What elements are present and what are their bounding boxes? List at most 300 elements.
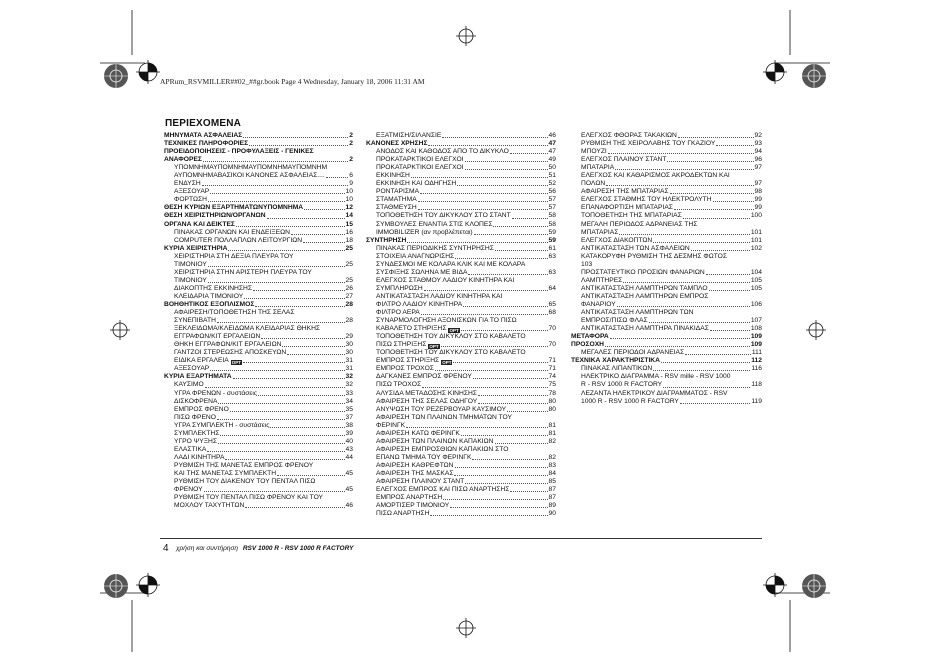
toc-entry-title: ΠΡΟΚΑΤΑΡΚΤΙΚΟΙ ΕΛΕΓΧΟΙ (376, 164, 464, 172)
toc-entry[interactable] (571, 237, 762, 245)
toc-entry[interactable] (164, 390, 353, 398)
toc-entry[interactable] (164, 478, 353, 486)
toc-entry-title: ΜΠΟΥΖΙ (581, 148, 607, 156)
toc-entry-page: 118 (751, 381, 762, 389)
toc-entry-page: 70 (548, 325, 556, 333)
toc-entry[interactable] (164, 237, 353, 245)
toc-entry[interactable] (571, 164, 762, 172)
dot-leader (442, 137, 547, 138)
toc-entry-title: ΕΓΓΡΑΦΩΝ/ΚΙΤ ΕΡΓΑΛΕΙΩΝ (174, 333, 261, 341)
toc-entry[interactable] (164, 172, 353, 180)
toc-entry[interactable] (571, 269, 762, 277)
toc-entry[interactable] (571, 253, 762, 261)
toc-entry-page: 25 (345, 260, 353, 268)
toc-entry-title: ΕΛΕΓΧΟΣ ΕΜΠΡΟΣ ΚΑΙ ΠΙΣΩ ΑΝΑΡΤΗΣΗΣ (376, 486, 510, 494)
toc-entry-page: 108 (750, 325, 762, 333)
toc-entry[interactable] (164, 277, 353, 285)
toc-entry-page: 78 (548, 389, 556, 397)
toc-entry[interactable] (164, 502, 353, 510)
toc-entry-page: 98 (754, 188, 762, 196)
toc-entry[interactable] (366, 229, 556, 237)
toc-entry[interactable] (571, 373, 762, 381)
toc-entry-title: ΡΥΘΜΙΣΗ ΤΟΥ ΠΕΝΤΑΛ ΠΙΣΩ ΦΡΕΝΟΥ ΚΑΙ ΤΟΥ (174, 494, 324, 502)
toc-entry-page: 71 (548, 365, 556, 373)
toc-entry-page: 107 (750, 317, 762, 325)
dot-leader (691, 250, 750, 251)
toc-entry[interactable] (366, 349, 556, 357)
toc-entry[interactable] (164, 446, 353, 454)
toc-entry-page: 59 (548, 236, 556, 244)
toc-entry-title: ΠΡΟΚΑΤΑΡΚΤΙΚΟΙ ΕΛΕΓΧΟΙ (376, 156, 464, 164)
toc-entry[interactable] (571, 301, 762, 309)
dot-leader (217, 419, 345, 420)
toc-entry-title: ΚΥΡΙΑ ΕΞΑΡΤΗΜΑΤΑ (164, 373, 232, 381)
toc-entry[interactable] (164, 333, 353, 341)
toc-entry[interactable] (366, 293, 556, 301)
toc-entry[interactable] (366, 325, 556, 333)
toc-entry-title: ΔΙΑΚΟΠΤΗΣ ΕΚΚΙΝΗΣΗΣ (174, 284, 252, 292)
toc-entry[interactable] (366, 188, 556, 196)
toc-entry[interactable] (164, 269, 353, 277)
dot-leader (473, 378, 548, 379)
toc-entry[interactable] (366, 430, 556, 438)
toc-entry[interactable] (366, 470, 556, 478)
toc-entry-page: 109 (750, 333, 762, 341)
toc-entry-title: ΕΛΕΓΧΟΣ ΔΙΑΚΟΠΤΩΝ (581, 236, 653, 244)
toc-entry[interactable] (366, 486, 556, 494)
toc-entry-title: ΠΟΛΩΝ (581, 180, 606, 188)
page-number: 4 (163, 543, 169, 554)
toc-entry[interactable] (164, 406, 353, 414)
toc-entry[interactable] (366, 221, 556, 229)
dot-leader (710, 330, 750, 331)
toc-entry-title: ΚΑΝΟΝΕΣ ΧΡΗΣΗΣ (366, 140, 428, 148)
toc-entry[interactable] (571, 317, 762, 325)
side-target-icon (802, 574, 826, 598)
toc-entry[interactable] (164, 373, 353, 381)
toc-entry[interactable] (366, 494, 556, 502)
dot-leader (678, 137, 754, 138)
toc-entry-title: ΦΑΝΑΡΙΟΥ (581, 300, 616, 308)
toc-entry-page: 40 (345, 437, 353, 445)
toc-entry-title: ΠΡΟΣΟΧΗ (571, 341, 604, 349)
toc-entry-page: 112 (751, 357, 762, 365)
toc-entry-title: ΥΠΟΜΝΗΜΑΥΠΟΜΝΗΜΑΥΠΟΜΝΗΜΑΥΠΟΜΝΗΜ (174, 164, 328, 172)
toc-entry-title: ΚΛΕΙΔΑΡΙΑ ΤΙΜΟΝΙΟΥ (174, 292, 244, 300)
toc-entry-title: ΕΛΕΓΧΟΣ ΣΤΑΘΜΗΣ ΤΟΥ ΗΛΕΚΤΡΟΛΥΤΗ (581, 196, 712, 204)
toc-entry-title: ΠΙΝΑΚΑΣ ΠΕΡΙΟΔΙΚΗΣ ΣΥΝΤΗΡΗΣΗΣ (376, 244, 494, 252)
toc-entry-page: 15 (345, 220, 353, 228)
toc-entry-page: 25 (345, 276, 353, 284)
toc-entry[interactable] (571, 293, 762, 301)
toc-entry[interactable] (164, 164, 353, 172)
toc-entry[interactable] (366, 381, 556, 389)
toc-entry[interactable] (366, 373, 556, 381)
toc-entry[interactable] (571, 140, 762, 148)
toc-entry[interactable] (164, 285, 353, 293)
toc-entry[interactable] (164, 229, 353, 237)
toc-entry[interactable] (164, 188, 353, 196)
toc-entry[interactable] (571, 381, 762, 389)
toc-entry[interactable] (571, 132, 762, 140)
toc-entry[interactable] (571, 349, 762, 357)
toc-entry[interactable] (164, 398, 353, 406)
toc-entry-title: ΣΥΝΑΡΜΟΛΟΓΗΣΗ ΑΞΟΝΙΣΚΩΝ ΓΙΑ ΤΟ ΠΙΣΩ (376, 317, 517, 325)
toc-entry-title: ΕΜΠΡΟΣ ΑΝΑΡΤΗΣΗ (376, 494, 443, 502)
toc-entry-title: ΗΛΕΚΤΡΙΚΟ ΔΙΑΓΡΑΜΜΑ - RSV mille - RSV 1000 (581, 373, 731, 381)
dot-leader (291, 234, 345, 235)
toc-entry[interactable] (366, 245, 556, 253)
toc-entry[interactable] (366, 478, 556, 486)
toc-entry[interactable] (571, 188, 762, 196)
toc-entry[interactable] (571, 285, 762, 293)
toc-entry-page: 49 (548, 156, 556, 164)
dot-leader (208, 266, 345, 267)
dot-leader (282, 346, 344, 347)
dot-leader (253, 290, 345, 291)
toc-entry-title: ΕΞΑΤΜΙΣΗ/ΣΙΛΑΝΣΙΕ (376, 132, 442, 139)
dot-leader (258, 395, 344, 396)
toc-entry-page: 85 (548, 478, 556, 486)
toc-entry[interactable] (366, 269, 556, 277)
toc-entry-title: ΕΚΚΙΝΗΣΗ ΚΑΙ ΟΔΗΓΗΣΗ (376, 180, 457, 188)
dot-leader (420, 193, 548, 194)
toc-entry-page: 33 (345, 389, 353, 397)
dot-leader (683, 218, 750, 219)
dot-leader (205, 387, 345, 388)
toc-entry[interactable] (571, 365, 762, 373)
toc-entry[interactable] (366, 148, 556, 156)
dot-leader (233, 378, 345, 379)
side-target-icon (104, 574, 128, 598)
toc-entry[interactable] (571, 156, 762, 164)
toc-entry[interactable] (164, 325, 353, 333)
toc-entry[interactable] (366, 132, 556, 140)
toc-entry[interactable] (571, 229, 762, 237)
toc-entry-title: ΣΤΟΙΧΕΙΑ ΑΝΑΓΝΩΡΙΣΗΣ (376, 252, 455, 260)
toc-entry[interactable] (164, 341, 353, 349)
toc-entry[interactable] (571, 245, 762, 253)
toc-entry-page: 102 (750, 244, 762, 252)
dot-leader (236, 226, 345, 227)
toc-entry-title: ΕΜΠΡΟΣ ΦΡΕΝΟ (174, 405, 229, 413)
toc-entry-title: IMMOBILIZER (αν προβλέπεται) (376, 228, 473, 236)
toc-entry[interactable] (366, 204, 556, 212)
dot-leader (478, 403, 547, 404)
toc-entry-title: ΑΞΕΣΟΥΑΡ (174, 365, 210, 373)
toc-entry-page: 82 (548, 453, 556, 461)
toc-entry[interactable] (571, 357, 762, 365)
toc-entry[interactable] (571, 390, 762, 398)
dot-leader (411, 177, 548, 178)
side-target-icon (802, 64, 826, 88)
toc-entry-page: 105 (750, 284, 762, 292)
toc-entry-page: 6 (349, 172, 353, 180)
toc-entry-page: 2 (349, 132, 353, 139)
toc-entry-page: 57 (548, 196, 556, 204)
toc-entry-page: 63 (548, 252, 556, 260)
toc-entry[interactable] (164, 309, 353, 317)
toc-entry[interactable] (366, 261, 556, 269)
toc-entry[interactable] (571, 212, 762, 220)
toc-entry[interactable] (164, 180, 353, 188)
dot-leader (450, 507, 547, 508)
toc-entry[interactable] (571, 196, 762, 204)
dot-leader (228, 250, 344, 251)
toc-entry-page: 50 (548, 164, 556, 172)
toc-entry-title: ΕΛΕΓΧΟΣ ΚΑΙ ΚΑΘΑΡΙΣΜΟΣ ΑΚΡΟΔΕΚΤΩΝ ΚΑΙ (581, 172, 730, 180)
toc-entry[interactable] (164, 140, 353, 148)
toc-entry-page: 14 (345, 212, 353, 220)
toc-entry[interactable] (366, 180, 556, 188)
toc-entry[interactable] (164, 430, 353, 438)
toc-entry[interactable] (164, 132, 353, 140)
toc-entry-title: ΞΕΚΛΕΙΔΩΜΑ/ΚΛΕΙΔΩΜΑ ΚΛΕΙΔΑΡΙΑΣ ΘΗΚΗΣ (174, 325, 321, 333)
toc-entry[interactable] (366, 502, 556, 510)
toc-entry[interactable] (366, 317, 556, 325)
toc-entry[interactable] (164, 261, 353, 269)
toc-entry-title: ΑΛΥΣΙΔΑ ΜΕΤΑΔΟΣΗΣ ΚΙΝΗΣΗΣ (376, 389, 477, 397)
toc-entry-title: ΟΡΓΑΝΑ ΚΑΙ ΔΕΙΚΤΕΣ (164, 220, 235, 228)
toc-entry-page: 56 (548, 188, 556, 196)
side-target-icon (104, 64, 128, 88)
toc-entry[interactable] (366, 285, 556, 293)
toc-entry-page: 46 (548, 132, 556, 139)
toc-entry[interactable] (164, 301, 353, 309)
dot-leader (430, 515, 547, 516)
toc-entry[interactable] (164, 245, 353, 253)
registration-target-icon (763, 60, 787, 84)
toc-entry-page: 30 (345, 349, 353, 357)
dot-leader (465, 161, 548, 162)
toc-entry[interactable] (164, 317, 353, 325)
toc-entry-title: ΠΙΣΩ ΑΝΑΡΤΗΣΗ (376, 510, 430, 518)
toc-entry-title: ΕΛΕΓΧΟΣ ΣΤΑΘΜΟΥ ΛΑΔΙΟΥ ΚΙΝΗΤΗΡΑ ΚΑΙ (376, 276, 515, 284)
dot-leader (267, 218, 345, 219)
toc-entry-title: 103 (581, 260, 593, 268)
toc-entry[interactable] (164, 462, 353, 470)
toc-entry[interactable] (366, 196, 556, 204)
toc-entry-title: ΕΙΔΙΚΑ ΕΡΓΑΛΕΙΑ (174, 357, 229, 365)
toc-entry-title: ΛΕΖΑΝΤΑ ΗΛΕΚΤΡΙΚΟΥ ΔΙΑΓΡΑΜΜΑΤΟΣ - RSV (581, 389, 728, 397)
toc-entry-page: 46 (345, 502, 353, 510)
toc-entry[interactable] (571, 325, 762, 333)
toc-entry-page: 16 (345, 228, 353, 236)
toc-entry-page: 25 (345, 244, 353, 252)
toc-entry[interactable] (571, 221, 762, 229)
toc-entry[interactable] (571, 148, 762, 156)
toc-entry-title: ΑΦΑΙΡΕΣΗ ΕΜΠΡΟΣΘΙΩΝ ΚΑΠΑΚΙΩΝ ΣΤΟ (376, 445, 509, 453)
toc-entry-page: 119 (751, 397, 762, 405)
toc-entry[interactable] (366, 365, 556, 373)
toc-entry-title: ΣΥΣΦΙΞΗΣ ΣΩΛΗΝΑ ΜΕ ΒΙΔΑ (376, 268, 468, 276)
toc-entry[interactable] (366, 462, 556, 470)
dot-leader (455, 258, 547, 259)
toc-entry[interactable] (164, 494, 353, 502)
toc-entry[interactable] (571, 204, 762, 212)
toc-entry-page: 30 (345, 341, 353, 349)
toc-entry-page: 99 (754, 196, 762, 204)
toc-entry[interactable] (164, 381, 353, 389)
toc-entry[interactable] (366, 446, 556, 454)
toc-entry[interactable] (366, 212, 556, 220)
toc-column-2 (366, 132, 556, 518)
toc-entry[interactable] (366, 422, 556, 430)
dot-leader (474, 234, 548, 235)
toc-entry[interactable] (366, 510, 556, 518)
toc-entry-title: ΤΟΠΟΘΕΤΗΣΗ ΤΟΥ ΔΙΚΥΚΛΟΥ ΣΤΟ ΚΑΒΑΛΕΤΟ (376, 333, 526, 341)
dot-leader (512, 218, 548, 219)
toc-entry-title: ΤΟΠΟΘΕΤΗΣΗ ΤΗΣ ΜΠΑΤΑΡΙΑΣ (581, 212, 682, 220)
toc-entry[interactable] (366, 357, 556, 365)
toc-entry-title: ΑΦΑΙΡΕΣΗ ΚΑΘΡΕΦΤΩΝ (376, 461, 454, 469)
toc-entry[interactable] (571, 341, 762, 349)
dot-leader (507, 411, 547, 412)
toc-entry-title: ΚΑΒΑΛΕΤΟ ΣΤΗΡΙΞΗΣ (376, 325, 447, 333)
toc-entry-title: ΑΞΕΣΟΥΑΡ (174, 188, 210, 196)
toc-entry-page: 81 (548, 429, 556, 437)
toc-entry-page: 116 (751, 365, 762, 373)
dot-leader (261, 338, 344, 339)
toc-entry[interactable] (366, 172, 556, 180)
toc-entry-page: 90 (548, 510, 556, 518)
dot-leader (210, 193, 344, 194)
toc-entry[interactable] (164, 221, 353, 229)
toc-entry[interactable] (571, 261, 762, 269)
toc-entry[interactable] (571, 333, 762, 341)
dot-leader (670, 193, 754, 194)
toc-entry-page: 97 (754, 180, 762, 188)
dot-leader (661, 362, 750, 363)
dot-leader (407, 242, 547, 243)
toc-entry[interactable] (164, 470, 353, 478)
toc-entry[interactable] (164, 253, 353, 261)
toc-entry-title: ΡΥΘΜΙΣΗ ΤΟΥ ΔΙΑΚΕΝΟΥ ΤΟΥ ΠΕΝΤΑΛ ΠΙΣΩ (174, 478, 316, 486)
toc-entry[interactable] (366, 406, 556, 414)
toc-entry-title: ΜΠΑΤΑΡΙΑΣ (581, 228, 619, 236)
toc-entry[interactable] (366, 301, 556, 309)
toc-entry-title: ΠΙΣΩ ΣΤΗΡΙΞΗΣ (376, 341, 427, 349)
footer-model: RSV 1000 R - RSV 1000 R FACTORY (242, 545, 354, 552)
toc-entry[interactable] (164, 293, 353, 301)
dot-leader (493, 226, 547, 227)
toc-entry[interactable] (164, 438, 353, 446)
toc-column-1 (164, 132, 353, 510)
toc-entry-title: ΚΑΥΣΙΜΟ (174, 381, 204, 389)
dot-leader (244, 298, 344, 299)
toc-entry[interactable] (164, 196, 353, 204)
toc-entry-title: ΥΓΡΑ ΣΥΜΠΛΕΚΤΗ - συστάσεις (174, 421, 270, 429)
dot-leader (217, 322, 345, 323)
toc-entry[interactable] (571, 172, 762, 180)
toc-entry[interactable] (164, 414, 353, 422)
toc-entry[interactable] (164, 365, 353, 373)
toc-entry[interactable] (366, 140, 556, 148)
toc-entry[interactable] (366, 333, 556, 341)
toc-entry[interactable] (164, 454, 353, 462)
toc-entry[interactable] (366, 438, 556, 446)
toc-entry[interactable] (164, 357, 353, 365)
toc-entry[interactable] (366, 454, 556, 462)
toc-entry-title: ΑΥΠΟΜΝΗΜΑΒΑΣΙΚΟΙ ΚΑΝΟΝΕΣ ΑΣΦΑΛΕΙΑΣ.... (174, 172, 325, 180)
toc-entry-page: 29 (345, 333, 353, 341)
dot-leader (617, 306, 750, 307)
toc-entry[interactable] (366, 309, 556, 317)
toc-entry[interactable] (366, 237, 556, 245)
toc-entry[interactable] (571, 398, 762, 406)
toc-entry-title: ΣΥΜΒΟΥΛΕΣ ΕΝΑΝΤΙΑ ΣΤΙΣ ΚΛΟΠΕΣ (376, 220, 493, 228)
toc-entry[interactable] (571, 277, 762, 285)
toc-entry-title: ΑΝΤΙΚΑΤΑΣΤΑΣΗ ΛΑΜΠΤΗΡΩΝ ΤΑΜΠΛΟ (581, 284, 708, 292)
dot-leader (218, 443, 345, 444)
toc-entry[interactable] (366, 156, 556, 164)
registration-target-icon (136, 573, 160, 597)
toc-entry-page: 2 (349, 156, 353, 164)
toc-entry-page: 74 (548, 373, 556, 381)
toc-entry-title: ΡΥΘΜΙΣΗ ΤΗΣ ΜΑΝΕΤΑΣ ΕΜΠΡΟΣ ΦΡΕΝΟΥ (174, 461, 314, 469)
toc-entry[interactable] (571, 309, 762, 317)
toc-entry-page: 59 (548, 228, 556, 236)
toc-entry[interactable] (164, 349, 353, 357)
toc-entry-page: 89 (548, 502, 556, 510)
toc-entry[interactable] (164, 156, 353, 164)
toc-entry[interactable] (366, 414, 556, 422)
toc-entry-page: 94 (754, 148, 762, 156)
toc-entry-page: 101 (750, 228, 762, 236)
toc-entry[interactable] (366, 164, 556, 172)
toc-entry-title: ΡΥΘΜΙΣΗ ΤΗΣ ΧΕΙΡΟΛΑΒΗΣ ΤΟΥ ΓΚΑΖΙΟΥ (581, 140, 716, 148)
toc-entry-page: 47 (548, 140, 556, 148)
toc-entry-page: 105 (750, 276, 762, 284)
toc-entry[interactable] (164, 148, 353, 156)
dot-leader (510, 153, 548, 154)
toc-entry-title: ΑΦΑΙΡΕΣΗ ΤΗΣ ΜΑΣΚΑΣ (376, 469, 454, 477)
dot-leader (245, 507, 344, 508)
toc-entry-title: ΜΗΝΥΜΑΤΑ ΑΣΦΑΛΕΙΑΣ (164, 132, 243, 139)
toc-entry[interactable] (571, 180, 762, 188)
dot-leader (287, 354, 344, 355)
toc-entry[interactable] (366, 341, 556, 349)
toc-entry-title: ΕΛΑΣΤΙΚΑ (174, 445, 207, 453)
toc-entry-title: ΕΠΑΝΩ ΤΜΗΜΑ ΤΟΥ ΦΕΡΙΝΓΚ (376, 453, 472, 461)
toc-entry-page: 63 (548, 268, 556, 276)
toc-entry[interactable] (366, 277, 556, 285)
toc-entry[interactable] (164, 422, 353, 430)
toc-entry[interactable] (366, 390, 556, 398)
toc-entry-title: COMPUTER ΠΟΛΛΑΠΛΩΝ ΛΕΙΤΟΥΡΓΙΩΝ (174, 236, 303, 244)
toc-entry-page: 28 (345, 300, 353, 308)
toc-entry[interactable] (366, 398, 556, 406)
toc-entry-page: 39 (345, 429, 353, 437)
toc-entry[interactable] (164, 204, 353, 212)
toc-entry[interactable] (164, 212, 353, 220)
toc-entry-title: ΠΙΝΑΚΑΣ ΟΡΓΑΝΩΝ ΚΑΙ ΕΝΔΕΙΞΕΩΝ (174, 228, 290, 236)
dot-leader (304, 209, 344, 210)
dot-leader (270, 427, 344, 428)
toc-entry-title: 1000 R - RSV 1000 R FACTORY (581, 397, 679, 405)
toc-entry[interactable] (366, 253, 556, 261)
toc-entry-page: 65 (548, 300, 556, 308)
print-header-line: APRum_RSVMILLER##02_##gr.book Page 4 Wednesday, January 18, 2006 11:31 AM (160, 77, 425, 86)
toc-entry[interactable] (164, 486, 353, 494)
dot-leader (463, 306, 547, 307)
toc-entry-title: ΣΥΝΤΗΡΗΣΗ (366, 236, 407, 244)
toc-entry-title: ΥΓΡΑ ΦΡΕΝΩΝ - συστάσεις (174, 389, 258, 397)
dot-leader (208, 201, 345, 202)
dot-leader (713, 201, 754, 202)
toc-entry-title: ΜΠΑΤΑΡΙΑ (581, 164, 615, 172)
toc-entry-page: 68 (548, 309, 556, 317)
